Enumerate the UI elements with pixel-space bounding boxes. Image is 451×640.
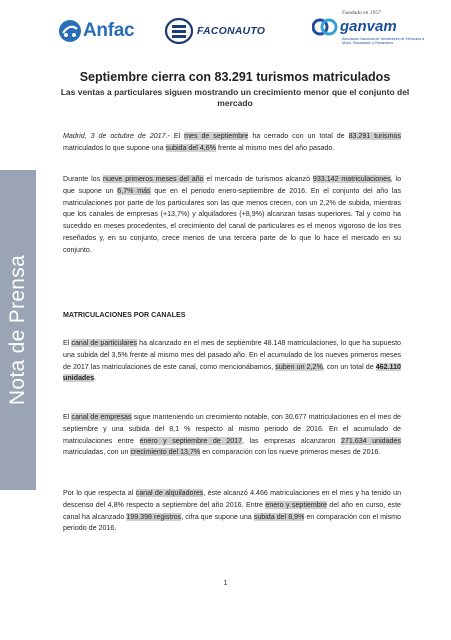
text-run: en comparación con los nueve primeros meses de 2016. [200,448,381,457]
ganvam-emblem-icon [312,16,338,38]
text-run: , cifra que supone una [181,512,254,521]
side-label: Nota de Prensa [6,254,29,406]
faconauto-emblem-icon [165,18,193,44]
text-run: Durante los [63,175,104,183]
highlight: 6,7% más [117,186,151,195]
text-run: Por lo que respecta al [63,489,136,497]
anfac-emblem-icon [58,19,82,43]
page-number: 1 [223,578,228,587]
text-run: , éste alcanzó 4.466 matriculaciones en el mes y ha tenido un descenso del 4,8% respecto a septiembre del año 2016. Entre [63,489,402,509]
paragraph-intro [63,131,401,155]
highlight: subida del 4,6% [165,143,217,152]
text-run: El [63,339,72,347]
text-run: ha cerrado con un total de [248,132,349,140]
highlight: enero y septiembre [265,500,327,509]
faconauto-wordmark: FACONAUTO [197,25,266,37]
text-run: matriculadas, con un [63,448,131,457]
paragraph-nine-months [63,174,401,257]
anfac-logo [58,16,134,46]
highlight: 462.110 unidades [63,362,401,383]
ganvam-wordmark: ganvam [340,18,397,35]
highlight: subida del 8,9% [253,512,305,521]
text-run: en comparación con el mismo periodo de 2016. [63,512,401,533]
highlight: canal de particulares [71,339,138,347]
text-run: , lo que supone un [63,175,402,195]
text-run: El [169,132,185,140]
text-run: . [94,374,97,383]
dateline: Madrid, 3 de octubre de 2017.- [63,132,170,140]
text-run: el mercado de turismos alcanzó [203,175,313,183]
paragraph-particulares [63,338,401,385]
ganvam-tagline: Fundada en 1957 [342,9,381,16]
anfac-wordmark: Anfac [83,20,135,41]
paragraph-empresas [63,412,401,459]
highlight: 199.398 registros [126,512,182,521]
text-run: , las empresas alcanzaron [242,436,342,445]
highlight: suben un 2,2% [275,362,323,371]
text-run: que en el periodo enero-septiembre de 2016. En el conjunto del año las matriculaciones por parte de los particulares son las que menos crecen, con un 2,2% de subida, mientras que los canales de empresas (+13,7%) y alquiladores (+8,9%) alcanzan tasas superiores. Tal y como ha sucedido en meses procedentes, el crecimiento del canal de particulares es el menos vigoroso de los tres reseñados y, en su conjunto, crece menos de una tercera parte de lo que lo hace el mercado en su conjunto. [63,186,401,254]
highlight: nueve primeros meses del año [103,175,204,183]
highlight: crecimiento del 13,7% [130,448,201,457]
ganvam-logo [312,9,432,45]
paragraph-alquiladores [63,488,401,535]
subheadline: Las ventas a particulares siguen mostrando un crecimiento menor que el conjunto del mercado [60,87,410,108]
text-run: ha alcanzado en el mes de septiembre 48.148 matriculaciones, lo que ha supuesto una subida del 3,5% frente al mismo mes del pasado año. En el acumulado de los nueves primeros meses de 2017 las matriculaciones de este canal, como mencionábamos, [63,339,402,371]
text-run: El [63,413,72,421]
headline: Septiembre cierra con 83.291 turismos matriculados [79,70,391,84]
section-title: MATRICULACIONES POR CANALES [63,311,186,319]
text-run: sigue manteniendo un crecimiento notable, con 30.677 matriculaciones en el mes de septiembre y una subida del 8,1 % respecto al mismo periodo de 2016. En el acumulado de matriculaciones entre [63,413,401,445]
text-run: frente al mismo mes del año pasado. [216,143,335,152]
highlight: 83.291 turismos [348,132,402,140]
ganvam-subtitle: Asociación Nacional de Vendedores de Vehículos a Motor, Reparación y Recambios [342,36,425,45]
highlight: 933.142 matriculaciones [312,175,391,183]
highlight: canal de empresas [71,413,132,421]
highlight: canal de alquiladores [135,489,204,497]
highlight: mes de septiembre [184,132,249,140]
highlight: enero y septiembre de 2017 [139,436,243,445]
highlight: 271.634 unidades [341,436,401,445]
text-run: del año en curso, este canal ha alcanzado [63,500,401,521]
faconauto-logo [165,16,265,46]
text-run: , con un total de [322,362,376,371]
text-run: matriculados lo que supone una [63,143,166,152]
